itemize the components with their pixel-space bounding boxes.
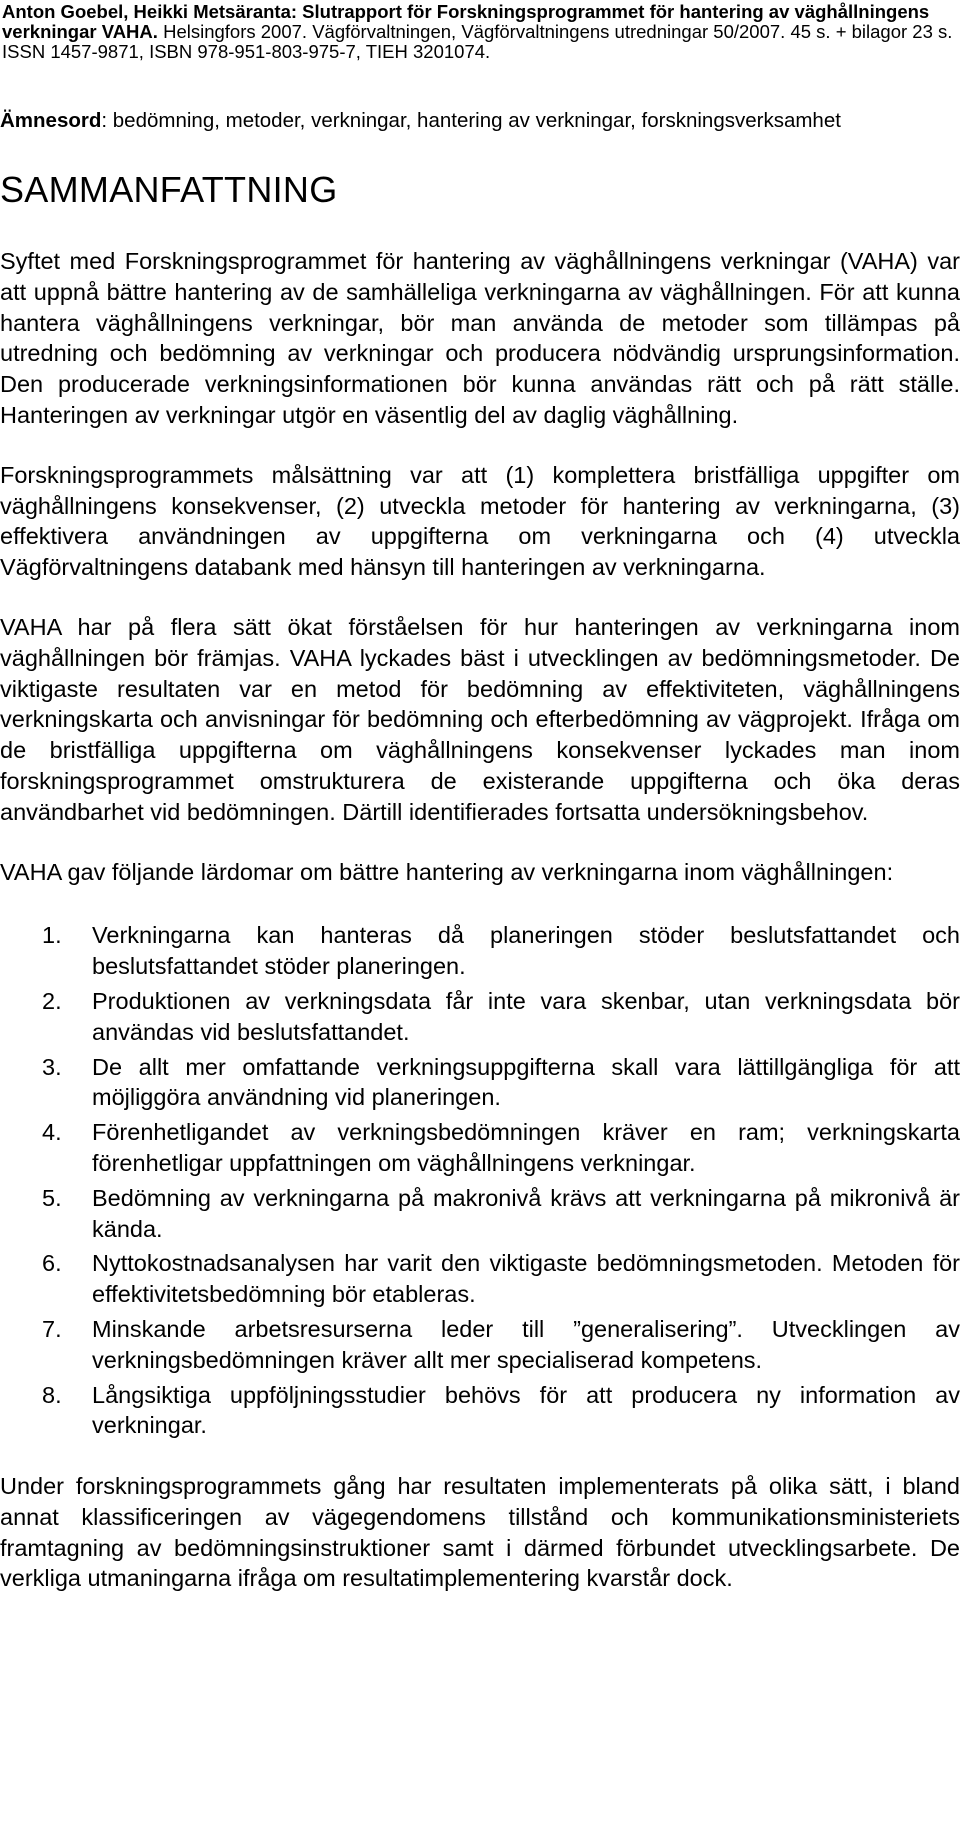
list-item-number: 1. <box>42 922 62 949</box>
report-publication-details: Helsingfors 2007. Vägförvaltningen, Vägförvaltningens utredningar 50/2007. 45 s. + bilagor 23 s. ISSN 1457-9871, ISBN 978-951-803-975-7, TIEH 3201074. <box>2 21 953 62</box>
list-item-text: Verkningarna kan hanteras då planeringen stöder beslutsfattandet och beslutsfattandet stöder planeringen. <box>92 922 960 980</box>
keywords-list: : bedömning, metoder, verkningar, hantering av verkningar, forskningsverksamhet <box>101 109 841 132</box>
list-item-text: Nyttokostnadsanalysen har varit den viktigaste bedömningsmetoden. Metoden för effektivitetsbedömning bör etableras. <box>92 1250 960 1308</box>
bibliographic-reference <box>0 2 960 62</box>
summary-paragraph-4: VAHA gav följande lärdomar om bättre hantering av verkningarna inom väghållningen: <box>0 858 894 885</box>
keywords-line <box>0 108 960 134</box>
list-item <box>0 1248 960 1310</box>
list-item <box>0 1183 960 1245</box>
list-item-number: 6. <box>42 1250 62 1277</box>
report-authors-title: Anton Goebel, Heikki Metsäranta: Slutrapport för Forskningsprogrammet för hantering av väghållningens verkningar VAHA. <box>2 1 930 42</box>
list-item <box>0 1380 960 1442</box>
list-item-text: Långsiktiga uppföljningsstudier behövs för att producera ny information av verkningar. <box>92 1381 960 1439</box>
list-item-text: Produktionen av verkningsdata får inte vara skenbar, utan verkningsdata bör användas vid beslutsfattandet. <box>92 987 960 1045</box>
list-item-number: 4. <box>42 1119 62 1146</box>
list-item-text: Minskande arbetsresurserna leder till ”generalisering”. Utvecklingen av verkningsbedömningen kräver allt mer specialiserad kompetens. <box>92 1315 960 1373</box>
summary-paragraph-5: Under forskningsprogrammets gång har resultaten implementerats på olika sätt, i bland annat klassificeringen av vägegendomens tillstånd och kommunikationsministeriets framtagning av bedömningsinstruktioner samt i därmed förbundet utvecklingsarbete. De verkliga utmaningarna ifråga om resultatimplementering kvarstår dock. <box>0 1473 960 1592</box>
list-item <box>0 986 960 1048</box>
summary-paragraph-3: VAHA har på flera sätt ökat förståelsen för hur hanteringen av verkningarna inom väghållningen bör främjas. VAHA lyckades bäst i utvecklingen av bedömningsmetoder. De viktigaste resultaten var en metod för bedömning av effektiviteten, väghållningens verkningskarta och anvisningar för bedömning och efterbedömning av vägprojekt. Ifråga om de bristfälliga uppgifterna om väghållningens konsekvenser lyckades man inom forskningsprogrammet omstrukturera de existerande uppgifterna och öka deras användbarhet vid bedömningen. Därtill identifierades fortsatta undersökningsbehov. <box>0 613 960 825</box>
list-item-text: De allt mer omfattande verkningsuppgifterna skall vara lättillgängliga för att möjliggöra användning vid planeringen. <box>92 1053 960 1111</box>
list-item-number: 5. <box>42 1184 62 1211</box>
lessons-list <box>0 920 960 1441</box>
list-item-text: Bedömning av verkningarna på makronivå krävs att verkningarna på mikronivå är kända. <box>92 1184 960 1242</box>
list-item <box>0 1314 960 1376</box>
list-item-number: 8. <box>42 1381 62 1408</box>
list-item-number: 7. <box>42 1315 62 1342</box>
list-item <box>0 920 960 982</box>
list-item-text: Förenhetligandet av verkningsbedömningen kräver en ram; verkningskarta förenhetligar uppfattningen om väghållningens verkningar. <box>92 1119 960 1176</box>
summary-paragraph-1: Syftet med Forskningsprogrammet för hantering av väghållningens verkningar (VAHA) var att uppnå bättre hantering av de samhälleliga verkningarna av väghållningen. För att kunna hantera väghållningens verkningar, bör man använda de metoder som tillämpas på utredning och bedömning av verkningar och producera nödvändig ursprungsinformation. Den producerade verkningsinformationen bör kunna användas rätt och på rätt ställe. Hanteringen av verkningar utgör en väsentlig del av daglig väghållning. <box>0 248 960 428</box>
list-item <box>0 1117 960 1179</box>
section-heading: SAMMANFATTNING <box>0 169 338 210</box>
keywords-label: Ämnesord <box>0 109 102 132</box>
list-item-number: 3. <box>42 1053 62 1080</box>
summary-paragraph-2: Forskningsprogrammets målsättning var att (1) komplettera bristfälliga uppgifter om väghållningens konsekvenser, (2) utveckla metoder för hantering av verkningarna, (3) effektivera användningen av uppgifterna om verkningarna och (4) utveckla Vägförvaltningens databank med hänsyn till hanteringen av verkningarna. <box>0 461 960 581</box>
list-item <box>0 1052 960 1114</box>
list-item-number: 2. <box>42 987 62 1014</box>
